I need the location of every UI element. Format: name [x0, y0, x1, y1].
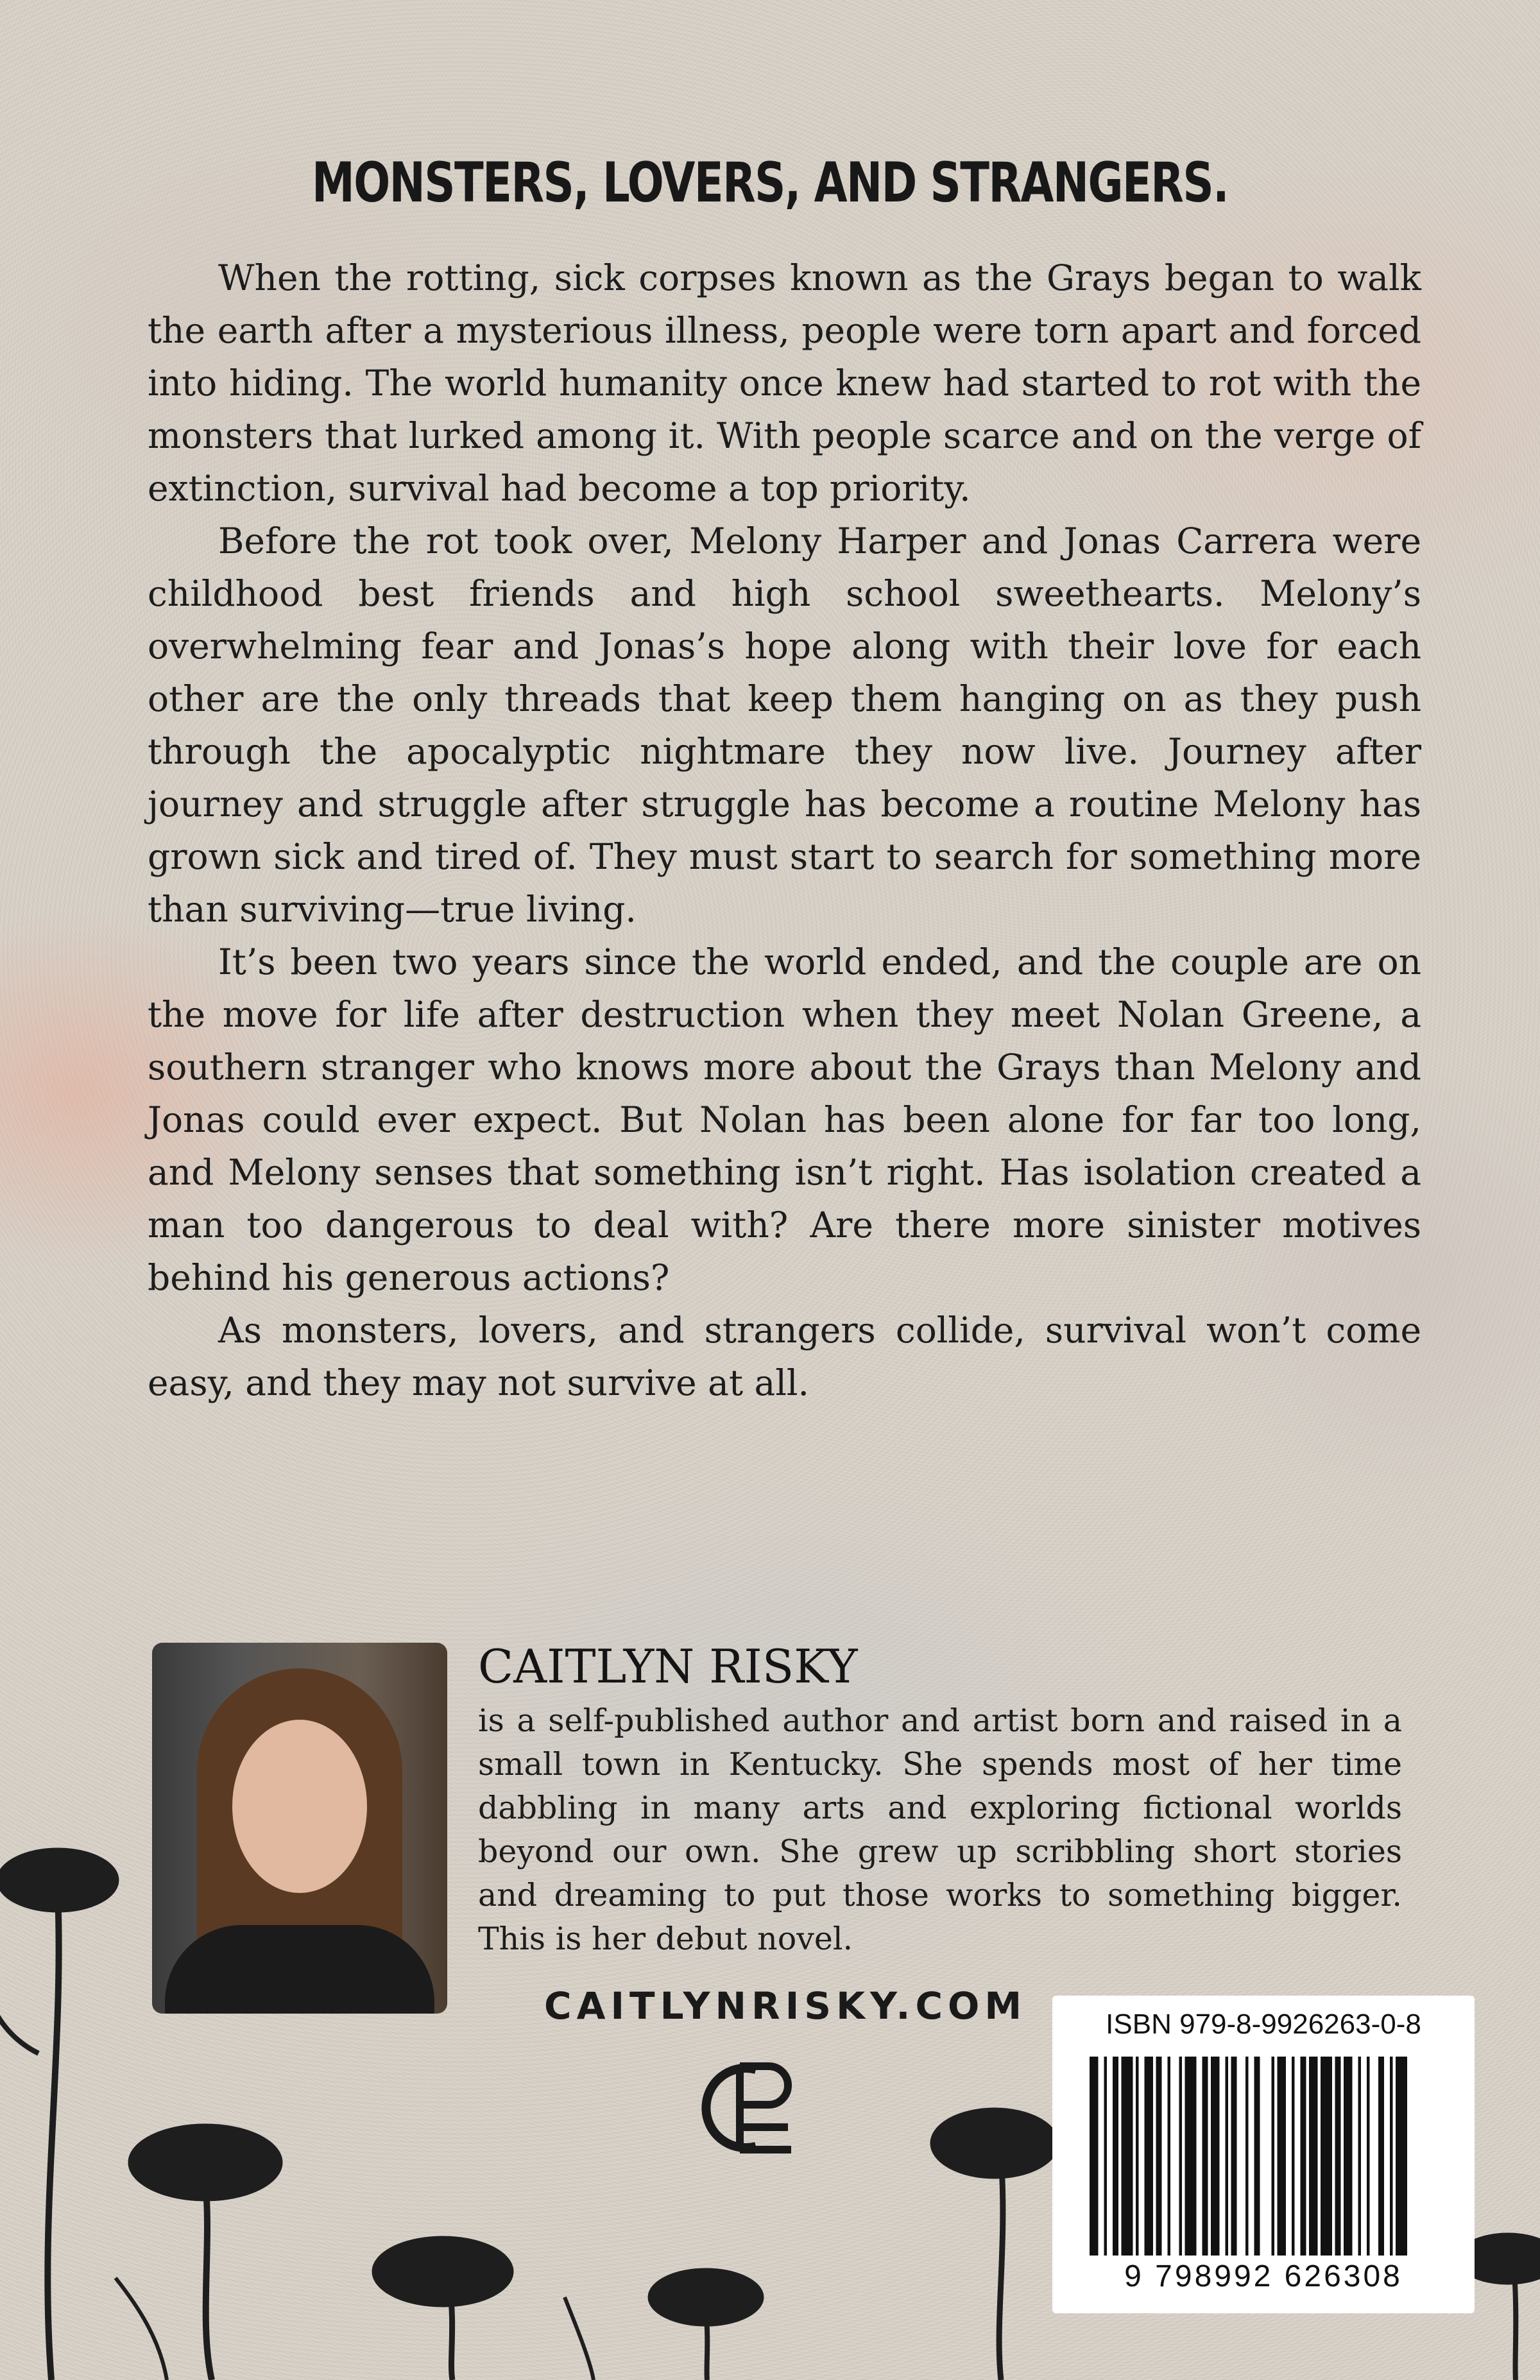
- barcode-bar: [1185, 2057, 1197, 2256]
- barcode-bar: [1168, 2057, 1171, 2256]
- barcode-bar: [1396, 2057, 1407, 2256]
- author-photo: [152, 1643, 447, 2014]
- barcode-bar: [1292, 2057, 1295, 2256]
- author-website[interactable]: CAITLYNRISKY.COM: [544, 1984, 1027, 2028]
- isbn-barcode: [1052, 1996, 1475, 2313]
- author-name: CAITLYN RISKY: [478, 1639, 858, 1693]
- barcode-bar: [1358, 2057, 1362, 2256]
- barcode-bar: [1344, 2057, 1353, 2256]
- barcode-bar: [1272, 2057, 1275, 2256]
- blurb-paragraph: When the rotting, sick corpses known as the Grays began to walk the earth after a mysterious illness, people were torn apart and forced into hiding. The world humanity once knew had started to rot with the monsters that lurked among it. With people scarce and on the verge of extinction, survival had become a top priority.: [148, 257, 1421, 509]
- barcode-digits: 9 798992 626308: [1124, 2259, 1403, 2293]
- barcode-bar: [1254, 2057, 1260, 2256]
- barcode-bar: [1136, 2057, 1139, 2256]
- barcode-bar: [1390, 2057, 1393, 2256]
- blurb: [148, 252, 1421, 1409]
- barcode-bar: [1301, 2057, 1306, 2256]
- barcode-bar: [1202, 2057, 1208, 2256]
- barcode-bar: [1378, 2057, 1384, 2256]
- blurb-paragraph: Before the rot took over, Melony Harper and Jonas Carrera were childhood best friends and high school sweethearts. Melony’s overwhelming fear and Jonas’s hope along with their love for each other are the only threads that keep them hanging on as they push through the apocalyptic nightmare they now live. Journey after journey and struggle after struggle has become a routine Melony has grown sick and tired of. They must start to search for something more than surviving—true living.: [148, 520, 1421, 930]
- barcode-bar: [1113, 2057, 1118, 2256]
- barcode-bar: [1090, 2057, 1099, 2256]
- barcode-bar: [1367, 2057, 1370, 2256]
- barcode-bar: [1321, 2057, 1332, 2256]
- barcode-bar: [1226, 2057, 1229, 2256]
- barcode-bar: [1278, 2057, 1287, 2256]
- barcode-bar: [1104, 2057, 1108, 2256]
- barcode-bar: [1145, 2057, 1154, 2256]
- barcode-bar: [1122, 2057, 1133, 2256]
- barcode-bar: [1309, 2057, 1318, 2256]
- blurb-paragraph: It’s been two years since the world ended, and the couple are on the move for life after destruction when they meet Nolan Greene, a southern stranger who knows more about the Grays than Melony and Jonas could ever expect. But Nolan has been alone for far too long, and Melony senses that something isn’t right. Has isolation created a man too dangerous to deal with? Are there more sinister motives behind his generous actions?: [148, 941, 1421, 1298]
- barcode-bar: [1231, 2057, 1237, 2256]
- headline: MONSTERS, LOVERS, AND STRANGERS.: [311, 151, 1229, 215]
- blurb-paragraph: As monsters, lovers, and strangers collide, survival won’t come easy, and they may not survive at all.: [148, 1310, 1421, 1403]
- barcode-bars: [1090, 2057, 1437, 2256]
- publisher-logo-icon: [679, 2047, 801, 2169]
- barcode-bar: [1335, 2057, 1341, 2256]
- barcode-bar: [1156, 2057, 1162, 2256]
- barcode-bar: [1179, 2057, 1183, 2256]
- isbn-label: ISBN 979-8-9926263-0-8: [1106, 2008, 1421, 2040]
- barcode-bar: [1211, 2057, 1220, 2256]
- author-bio: is a self-published author and artist born and raised in a small town in Kentucky. She spends most of her time dabbling in many arts and exploring fictional worlds beyond our own. She grew up scribbling short stories and dreaming to put those works to something bigger. This is her debut novel.: [478, 1702, 1402, 1957]
- barcode-bar: [1245, 2057, 1249, 2256]
